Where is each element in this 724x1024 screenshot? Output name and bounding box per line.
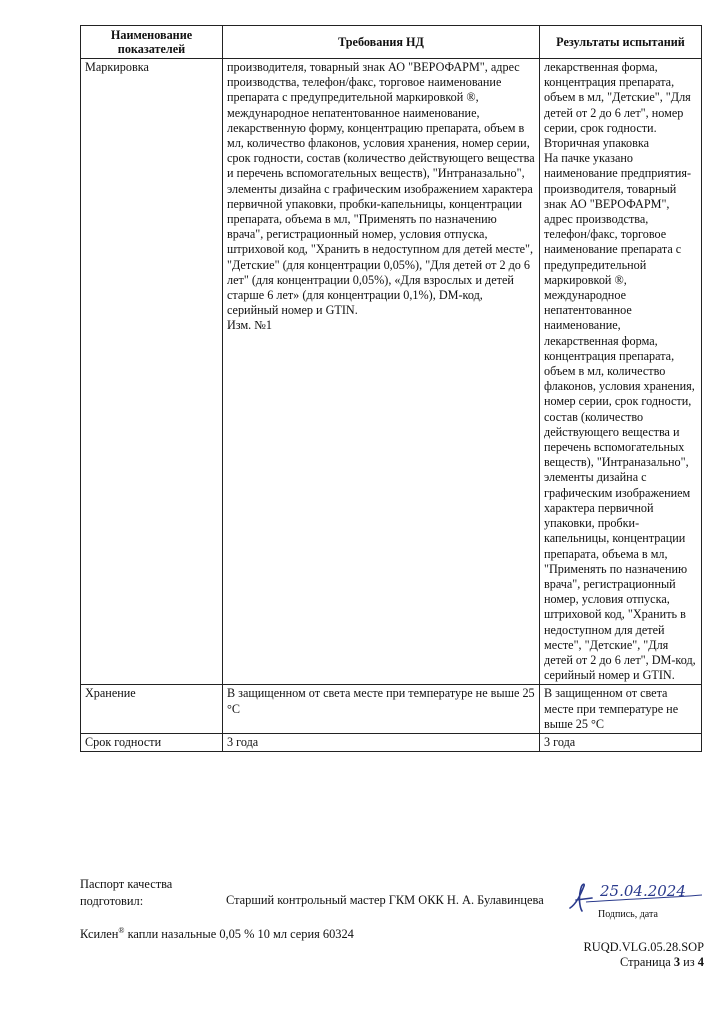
table-header-row xyxy=(81,26,702,59)
marking-requirement-cell xyxy=(223,59,540,685)
prepared-label-line-2: подготовил: xyxy=(80,894,144,908)
storage-result: В защищенном от света месте при температуре не выше 25 °С xyxy=(540,685,702,734)
column-header-indicator: Наименование показателей xyxy=(81,26,223,59)
shelf-life-requirement: 3 года xyxy=(223,733,540,751)
amendment-note: Изм. №1 xyxy=(227,318,272,333)
column-header-requirements: Требования НД xyxy=(223,26,540,59)
product-name: Ксилен xyxy=(80,927,119,942)
shelf-life-result: 3 года xyxy=(540,733,702,751)
registered-mark: ® xyxy=(118,926,125,935)
row-name-shelf-life: Срок годности xyxy=(81,733,223,751)
page-current: 3 xyxy=(673,955,681,969)
column-header-results: Результаты испытаний xyxy=(540,26,702,59)
secondary-package-result-text: На пачке указано наименование предприятия-производителя, товарный знак АО "ВЕРОФАРМ", адрес производства, телефон/факс, торговое наименование препарата с предупредительной маркировкой ®, международное непатентованное наименование, лекарственная форма, концентрация препарата, объем в мл, количество флаконов, условия хранения, номер серии, срок годности, состав (количество действующего вещества и перечень вспомогательных веществ), "Интраназально", элементы дизайна с графическим изображением характера первичной упаковки, пробки-капельницы, концентрации препарата, объема в мл, "Применять по назначению врача", регистрационный номер, условия отпуска, штриховой код, "Хранить в недоступном для детей месте", "Детские", "Для детей от 2 до 6 лет", DM-код, серийный номер и GTIN. xyxy=(544,151,696,683)
page-word: Страница xyxy=(620,955,674,969)
marking-result-cell xyxy=(540,59,702,685)
primary-package-result-text: лекарственная форма, концентрация препарата, объем в мл, "Детские", "Для детей от 2 до 6 лет", номер серии, срок годности. xyxy=(544,60,691,135)
prepared-label-line-1: Паспорт качества xyxy=(80,877,173,891)
page-total: 4 xyxy=(697,955,704,969)
secondary-package-heading: Вторичная упаковка xyxy=(544,136,650,151)
product-details: капли назальные 0,05 % 10 мл серия 60324 xyxy=(124,927,354,942)
storage-requirement: В защищенном от света месте при температуре не выше 25 °С xyxy=(223,685,540,734)
table-row-marking xyxy=(81,59,702,685)
row-name-storage: Хранение xyxy=(81,685,223,734)
signature-date: 25.04.2024 xyxy=(600,882,686,900)
marking-requirement-text: производителя, товарный знак АО "ВЕРОФАРМ", адрес производства, телефон/факс, торговое наименование препарата с предупредительной маркировкой ®, международное непатентованное наименование, лекарственную форму, концентрацию препарата, объем в мл, количество флаконов, условия хранения, номер серии, срок годности, состав (количество действующего вещества и перечень вспомогательных веществ), "Интраназально", элементы дизайна с графическим изображением характера первичной упаковки, пробки-капельницы, концентрации препарата, объема в мл, "Применять по назначению врача", регистрационный номер, условия отпуска, штриховой код, "Хранить в недоступном для детей месте", "Детские" (для концентрации 0,05%), "Для детей от 2 до 6 лет" (для концентрации 0,05%), «Для взрослых и детей старше 6 лет» (для концентрации 0,1%), DM-код, серийный номер и GTIN. xyxy=(227,60,535,318)
table-row-shelf-life xyxy=(81,733,702,751)
prepared-by-name: Старший контрольный мастер ГКМ ОКК Н. А. Булавинцева xyxy=(226,893,544,907)
document-code: RUQD.VLG.05.28.SOP xyxy=(583,940,704,954)
prepared-by-label xyxy=(80,876,172,910)
page-of: из xyxy=(680,955,698,969)
product-line xyxy=(80,923,354,942)
row-name-marking: Маркировка xyxy=(81,59,223,685)
signature-caption: Подпись, дата xyxy=(598,909,658,920)
quality-passport-table xyxy=(80,25,702,752)
table-row-storage xyxy=(81,685,702,734)
page-number xyxy=(620,955,704,970)
